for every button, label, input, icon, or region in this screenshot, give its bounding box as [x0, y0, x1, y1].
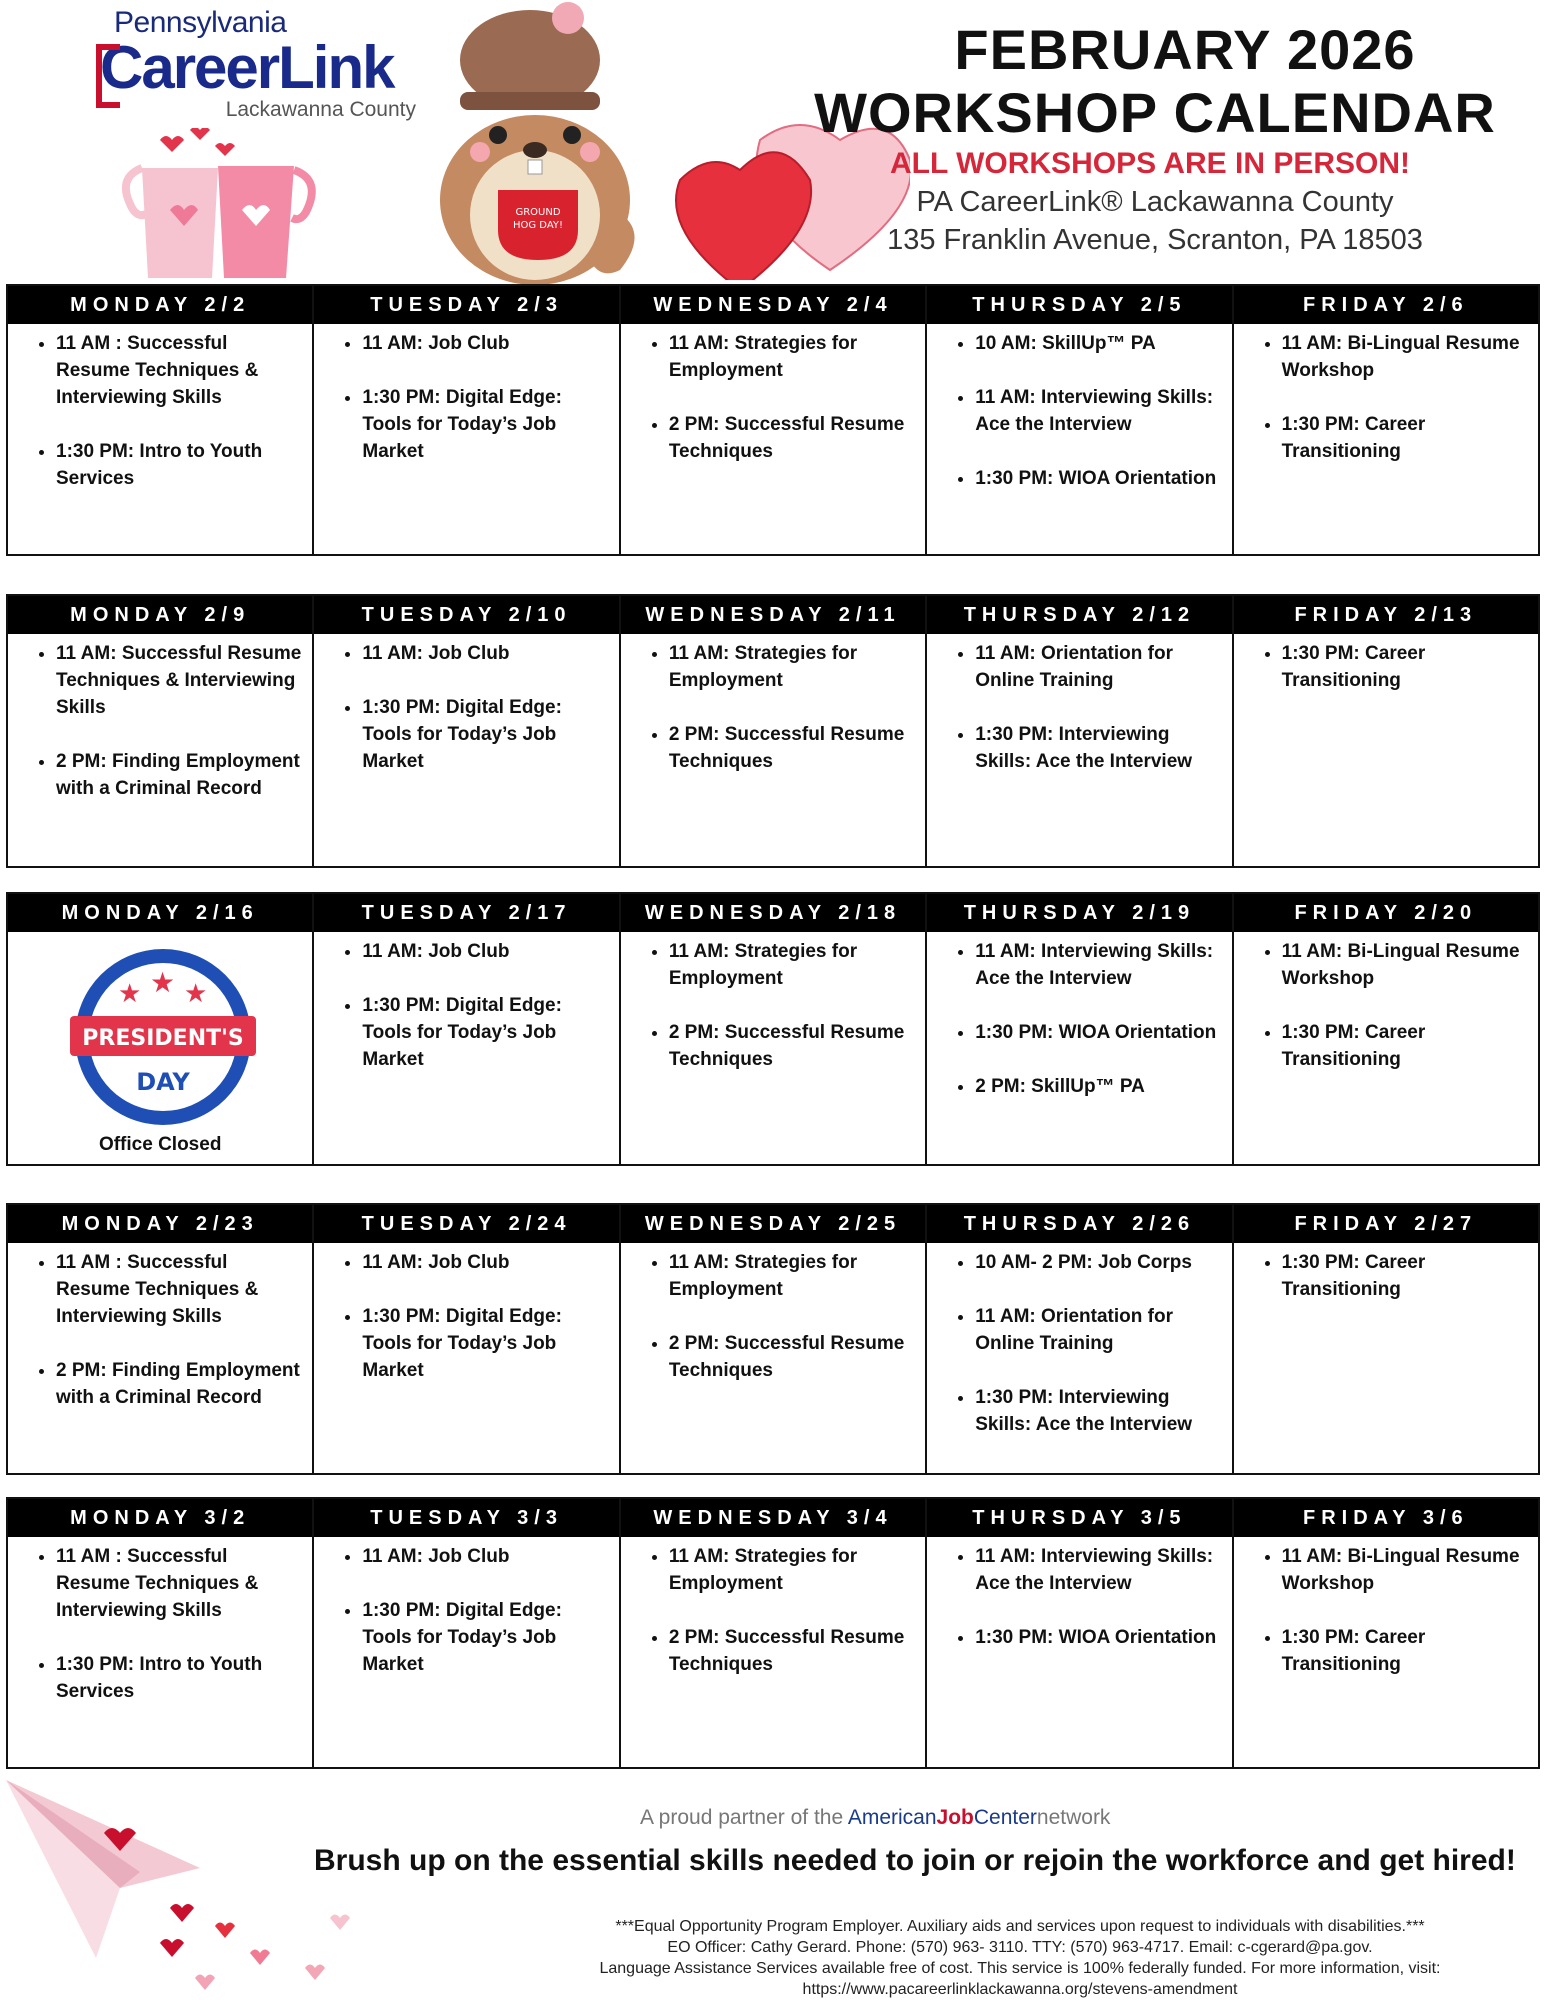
day-header: TUESDAY 2/24 [314, 1205, 618, 1243]
workshop-item: • 1:30 PM: Interviewing Skills: Ace the Interview [975, 1384, 1225, 1438]
workshop-item: • 11 AM : Successful Resume Techniques & Interviewing Skills [56, 1543, 306, 1624]
day-cell [619, 1497, 927, 1769]
day-header: MONDAY 2/16 [8, 894, 312, 932]
week-row [6, 1203, 1540, 1475]
day-cell [1232, 284, 1540, 556]
day-header: TUESDAY 2/3 [314, 286, 618, 324]
day-header: WEDNESDAY 2/11 [621, 596, 925, 634]
workshop-item: • 1:30 PM: Career Transitioning [1282, 1624, 1532, 1678]
partner-american: American [847, 1806, 937, 1829]
workshop-list [314, 1543, 618, 1678]
day-header: WEDNESDAY 3/4 [621, 1499, 925, 1537]
workshop-item: • 11 AM: Orientation for Online Training [975, 1303, 1225, 1357]
day-cell [312, 1203, 620, 1475]
careerlink-logo [100, 6, 430, 122]
logo-state: Pennsylvania [114, 6, 287, 39]
day-header: MONDAY 2/2 [8, 286, 312, 324]
workshop-list [621, 938, 925, 1073]
day-header: FRIDAY 2/13 [1234, 596, 1538, 634]
day-cell [6, 284, 314, 556]
workshop-item: • 1:30 PM: Interviewing Skills: Ace the Interview [975, 721, 1225, 775]
day-header: MONDAY 2/9 [8, 596, 312, 634]
workshop-item: • 11 AM : Successful Resume Techniques & Interviewing Skills [56, 1249, 306, 1330]
workshop-item: • 1:30 PM: Digital Edge: Tools for Today’s Job Market [362, 694, 612, 775]
day-cell [6, 892, 314, 1166]
coffee-mugs-illustration [120, 128, 350, 288]
workshop-list [8, 640, 312, 802]
workshop-item: • 11 AM: Strategies for Employment [669, 1543, 919, 1597]
groundhog-mascot-illustration [420, 0, 660, 285]
workshop-item: • 11 AM: Job Club [362, 330, 612, 357]
logo-name: CareerLink [100, 40, 430, 96]
workshop-list [8, 1249, 312, 1411]
workshop-list [621, 330, 925, 465]
day-header: THURSDAY 2/26 [927, 1205, 1231, 1243]
day-cell [6, 1203, 314, 1475]
week-row [6, 892, 1540, 1166]
workshop-item: • 1:30 PM: Digital Edge: Tools for Today’s Job Market [362, 1597, 612, 1678]
day-cell [619, 594, 927, 868]
workshop-item: • 11 AM: Job Club [362, 1543, 612, 1570]
day-cell [1232, 1203, 1540, 1475]
workshop-item: • 1:30 PM: WIOA Orientation [975, 1624, 1225, 1651]
workshop-item: • 11 AM: Strategies for Employment [669, 1249, 919, 1303]
day-header: THURSDAY 2/12 [927, 596, 1231, 634]
week-row [6, 1497, 1540, 1769]
day-cell [6, 594, 314, 868]
workshop-list [314, 938, 618, 1073]
svg-text:★: ★ [118, 979, 142, 1009]
day-cell [619, 284, 927, 556]
workshop-item: • 1:30 PM: Intro to Youth Services [56, 1651, 306, 1705]
presidents-day-badge-icon [68, 942, 258, 1132]
workshop-list [621, 640, 925, 775]
workshop-item: • 11 AM: Bi-Lingual Resume Workshop [1282, 330, 1532, 384]
svg-text:GROUND: GROUND [515, 207, 561, 218]
eo-line-2: EO Officer: Cathy Gerard. Phone: (570) 963- 3110. TTY: (570) 963-4717. Email: c-cgerard@pa.gov. [667, 1939, 1373, 1956]
workshop-item: • 2 PM: Successful Resume Techniques [669, 411, 919, 465]
day-cell [619, 1203, 927, 1475]
day-header: WEDNESDAY 2/18 [621, 894, 925, 932]
svg-text:HOG DAY!: HOG DAY! [512, 220, 564, 231]
svg-text:★: ★ [150, 966, 176, 999]
eo-statement [500, 1916, 1540, 2000]
day-header: TUESDAY 2/17 [314, 894, 618, 932]
title-month: FEBRUARY 2026 [954, 18, 1416, 81]
workshop-list [1234, 938, 1538, 1073]
workshop-item: • 10 AM: SkillUp™ PA [975, 330, 1225, 357]
day-header: WEDNESDAY 2/25 [621, 1205, 925, 1243]
workshop-item: • 2 PM: Successful Resume Techniques [669, 1019, 919, 1073]
workshop-item: • 2 PM: Successful Resume Techniques [669, 1624, 919, 1678]
eo-line-3: Language Assistance Services available free of cost. This service is 100% federally funded. For more information, visit: [599, 1960, 1441, 1977]
partner-prefix: A proud partner of the [640, 1806, 844, 1829]
workshop-list [927, 1543, 1231, 1651]
workshop-item: • 11 AM: Job Club [362, 938, 612, 965]
day-cell [925, 1497, 1233, 1769]
paper-plane-hearts-illustration [0, 1768, 360, 1999]
workshop-list [927, 1249, 1231, 1438]
workshop-item: • 11 AM: Interviewing Skills: Ace the Interview [975, 938, 1225, 992]
workshop-item: • 2 PM: Finding Employment with a Criminal Record [56, 748, 306, 802]
workshop-item: • 11 AM: Bi-Lingual Resume Workshop [1282, 938, 1532, 992]
workshop-item: • 1:30 PM: Career Transitioning [1282, 1249, 1532, 1303]
ajc-partner-line [640, 1806, 1110, 1830]
workshop-list [8, 330, 312, 492]
day-cell [1232, 892, 1540, 1166]
day-header: MONDAY 3/2 [8, 1499, 312, 1537]
workshop-item: • 1:30 PM: WIOA Orientation [975, 465, 1225, 492]
workshop-item: • 1:30 PM: Intro to Youth Services [56, 438, 306, 492]
workshop-item: • 2 PM: SkillUp™ PA [975, 1073, 1225, 1100]
workshop-item: • 1:30 PM: Career Transitioning [1282, 411, 1532, 465]
workshop-item: • 2 PM: Successful Resume Techniques [669, 721, 919, 775]
day-header: WEDNESDAY 2/4 [621, 286, 925, 324]
partner-suffix: network [1036, 1806, 1111, 1829]
title-workshop-calendar: WORKSHOP CALENDAR [814, 81, 1496, 144]
day-cell [312, 892, 620, 1166]
workshop-list [927, 938, 1231, 1100]
workshop-item: • 11 AM: Job Club [362, 640, 612, 667]
day-cell [925, 1203, 1233, 1475]
workshop-list [1234, 330, 1538, 465]
workshop-item: • 11 AM : Successful Resume Techniques & Interviewing Skills [56, 330, 306, 411]
org-address: 135 Franklin Avenue, Scranton, PA 18503 [887, 224, 1423, 256]
day-header: FRIDAY 3/6 [1234, 1499, 1538, 1537]
workshop-item: • 11 AM: Successful Resume Techniques & Interviewing Skills [56, 640, 306, 721]
day-cell [312, 284, 620, 556]
workshop-list [927, 330, 1231, 492]
day-cell [6, 1497, 314, 1769]
week-row [6, 594, 1540, 868]
day-cell [1232, 1497, 1540, 1769]
day-cell [925, 284, 1233, 556]
day-header: TUESDAY 2/10 [314, 596, 618, 634]
workshop-item: • 2 PM: Finding Employment with a Criminal Record [56, 1357, 306, 1411]
workshop-item: • 2 PM: Successful Resume Techniques [669, 1330, 919, 1384]
workshop-item: • 11 AM: Orientation for Online Training [975, 640, 1225, 694]
day-cell [925, 892, 1233, 1166]
day-cell [312, 594, 620, 868]
workshop-item: • 10 AM- 2 PM: Job Corps [975, 1249, 1225, 1276]
badge-top-text: PRESIDENT'S [82, 1026, 244, 1051]
day-header: THURSDAY 3/5 [927, 1499, 1231, 1537]
partner-center: Center [973, 1806, 1037, 1829]
in-person-notice: ALL WORKSHOPS ARE IN PERSON! [889, 147, 1411, 180]
day-cell [1232, 594, 1540, 868]
workshop-item: • 1:30 PM: Career Transitioning [1282, 640, 1532, 694]
workshop-item: • 1:30 PM: Digital Edge: Tools for Today’s Job Market [362, 1303, 612, 1384]
logo-county: Lackawanna County [225, 98, 416, 121]
workshop-list [314, 330, 618, 465]
workshop-item: • 1:30 PM: Digital Edge: Tools for Today’s Job Market [362, 992, 612, 1073]
workshop-item: • 11 AM: Strategies for Employment [669, 938, 919, 992]
workshop-item: • 11 AM: Job Club [362, 1249, 612, 1276]
workshop-item: • 11 AM: Strategies for Employment [669, 330, 919, 384]
workshop-item: • 1:30 PM: Digital Edge: Tools for Today’s Job Market [362, 384, 612, 465]
workshop-list [1234, 1249, 1538, 1303]
day-header: FRIDAY 2/27 [1234, 1205, 1538, 1243]
workshop-list [621, 1249, 925, 1384]
workshop-list [8, 1543, 312, 1705]
day-header: MONDAY 2/23 [8, 1205, 312, 1243]
day-header: THURSDAY 2/5 [927, 286, 1231, 324]
svg-text:★: ★ [184, 979, 208, 1009]
week-row [6, 284, 1540, 556]
workshop-item: • 11 AM: Strategies for Employment [669, 640, 919, 694]
tagline: Brush up on the essential skills needed to join or rejoin the workforce and get hired! [314, 1844, 1516, 1877]
workshop-list [314, 1249, 618, 1384]
calendar-title [795, 20, 1515, 258]
day-cell [619, 892, 927, 1166]
workshop-item: • 11 AM: Interviewing Skills: Ace the Interview [975, 384, 1225, 438]
partner-job: Job [936, 1806, 974, 1829]
workshop-item: • 11 AM: Interviewing Skills: Ace the Interview [975, 1543, 1225, 1597]
eo-link[interactable]: https://www.pacareerlinklackawanna.org/stevens-amendment [802, 1981, 1238, 1998]
day-cell [312, 1497, 620, 1769]
day-cell [925, 594, 1233, 868]
workshop-item: • 1:30 PM: WIOA Orientation [975, 1019, 1225, 1046]
day-header: FRIDAY 2/20 [1234, 894, 1538, 932]
day-header: THURSDAY 2/19 [927, 894, 1231, 932]
workshop-list [927, 640, 1231, 775]
day-header: FRIDAY 2/6 [1234, 286, 1538, 324]
office-closed-note: Office Closed [98, 1134, 222, 1155]
workshop-list [621, 1543, 925, 1678]
eo-line-1: ***Equal Opportunity Program Employer. Auxiliary aids and services upon request to individuals with disabilities.*** [615, 1918, 1425, 1935]
workshop-list [1234, 1543, 1538, 1678]
org-name: PA CareerLink® Lackawanna County [916, 186, 1394, 218]
workshop-list [1234, 640, 1538, 694]
badge-bottom-text: DAY [136, 1068, 190, 1096]
workshop-item: • 1:30 PM: Career Transitioning [1282, 1019, 1532, 1073]
workshop-item: • 11 AM: Bi-Lingual Resume Workshop [1282, 1543, 1532, 1597]
day-header: TUESDAY 3/3 [314, 1499, 618, 1537]
workshop-list [314, 640, 618, 775]
